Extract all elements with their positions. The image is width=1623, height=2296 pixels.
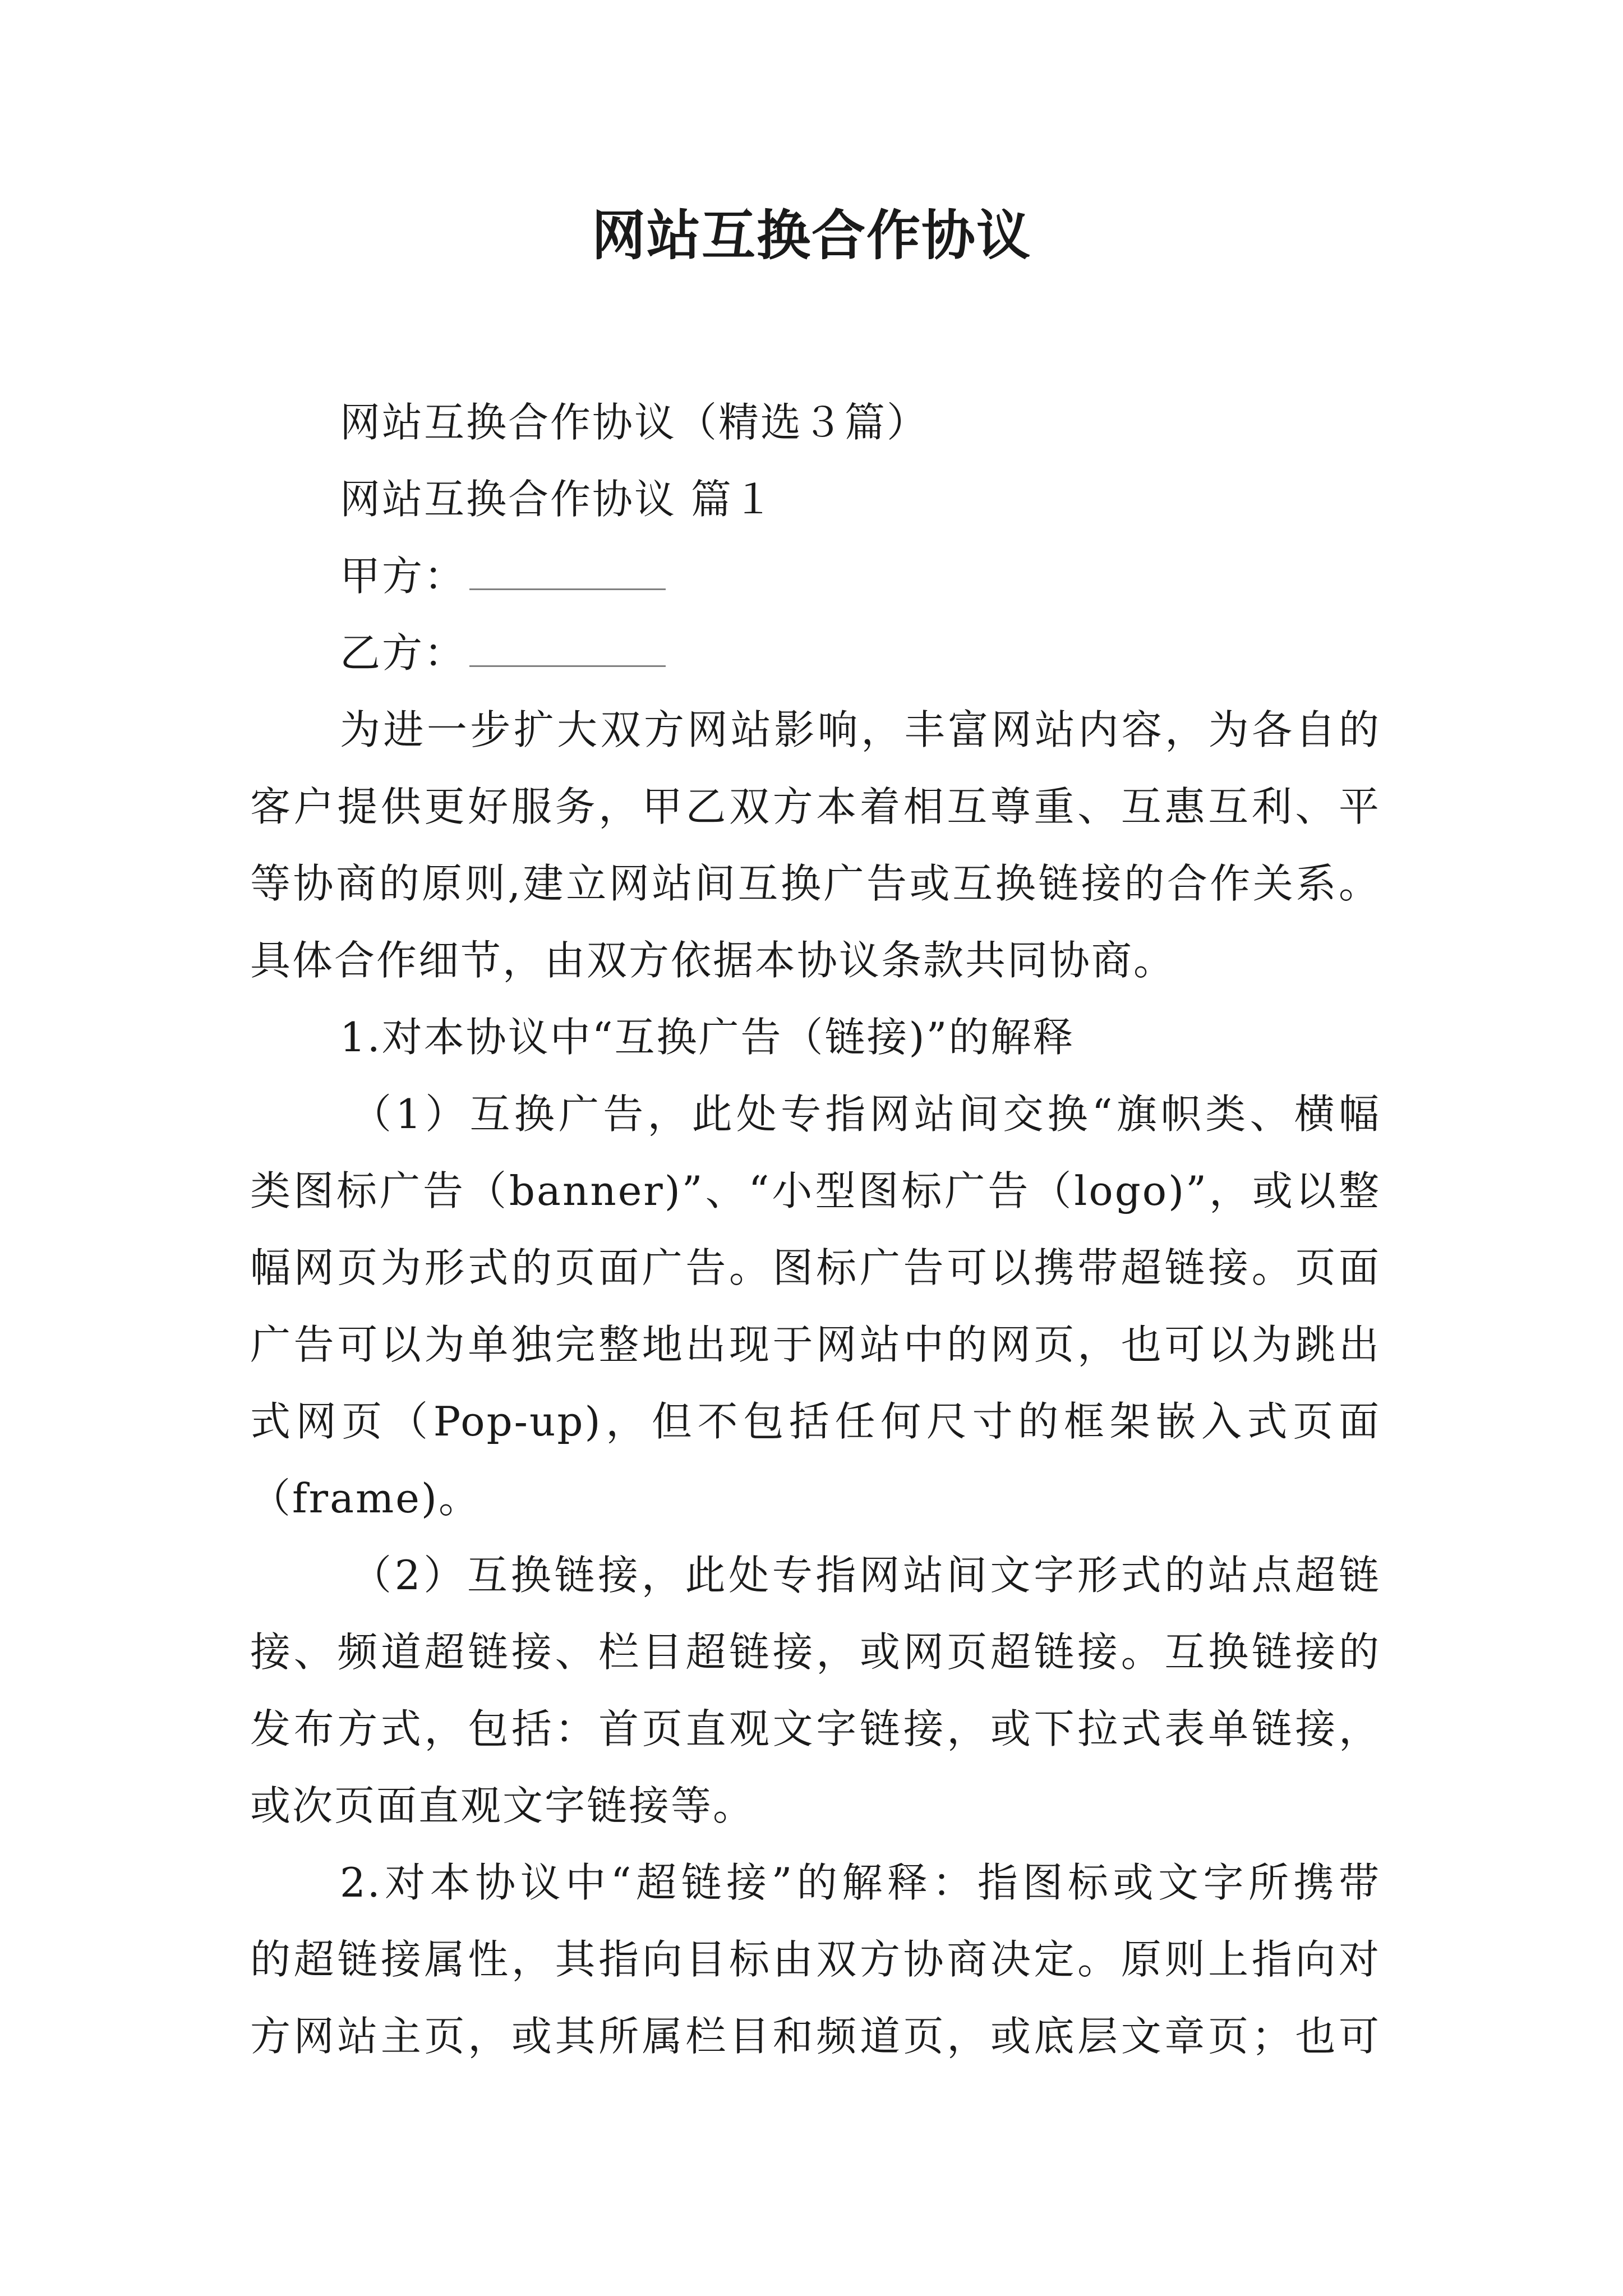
paragraph-line: 等协商的原则,建立网站间互换广告或互换链接的合作关系。 [250,860,1381,907]
paragraph-line: 类图标广告（banner)”、“小型图标广告（logo)”，或以整 [250,1167,1381,1214]
paragraph-line: 的超链接属性，其指向目标由双方协商决定。原则上指向对 [250,1936,1381,1983]
document-title: 网站互换合作协议 [592,204,1031,267]
paragraph-line: 客户提供更好服务，甲乙双方本着相互尊重、互惠互利、平 [250,783,1381,830]
paragraph-line: 为进一步扩大双方网站影响，丰富网站内容，为各自的 [340,706,1381,753]
party-a-blank [469,557,666,590]
clause-heading: 1.对本协议中“互换广告（链接)”的解释 [340,1014,1075,1061]
party-a-label: 甲方： [340,553,467,600]
paragraph-line: 接、频道超链接、栏目超链接，或网页超链接。互换链接的 [250,1628,1381,1676]
paragraph-line: （frame)。 [250,1475,481,1522]
paragraph-line: 或次页面直观文字链接等。 [250,1782,755,1829]
party-a-line [250,538,1381,615]
party-b-blank [469,634,666,667]
party-b-label: 乙方： [340,629,467,677]
paragraph-line: （2）互换链接，此处专指网站间文字形式的站点超链 [351,1552,1381,1599]
section-heading: 网站互换合作协议 篇１ [340,476,775,523]
party-b-line [250,615,1381,692]
subtitle: 网站互换合作协议（精选３篇） [340,399,929,446]
paragraph-line: 方网站主页，或其所属栏目和频道页，或底层文章页；也可 [250,2013,1381,2060]
document-body [250,384,1381,2075]
paragraph-line: 发布方式，包括：首页直观文字链接，或下拉式表单链接， [250,1705,1381,1752]
paragraph-line: （1）互换广告，此处专指网站间交换“旗帜类、横幅 [351,1091,1381,1138]
paragraph-line: 2.对本协议中“超链接”的解释：指图标或文字所携带 [340,1859,1381,1906]
paragraph-line: 广告可以为单独完整地出现于网站中的网页，也可以为跳出 [250,1321,1381,1368]
paragraph-line: 具体合作细节，由双方依据本协议条款共同协商。 [250,937,1176,984]
paragraph-line: 式网页（Pop-up)，但不包括任何尺寸的框架嵌入式页面 [250,1398,1381,1445]
paragraph-line: 幅网页为形式的页面广告。图标广告可以携带超链接。页面 [250,1244,1381,1291]
